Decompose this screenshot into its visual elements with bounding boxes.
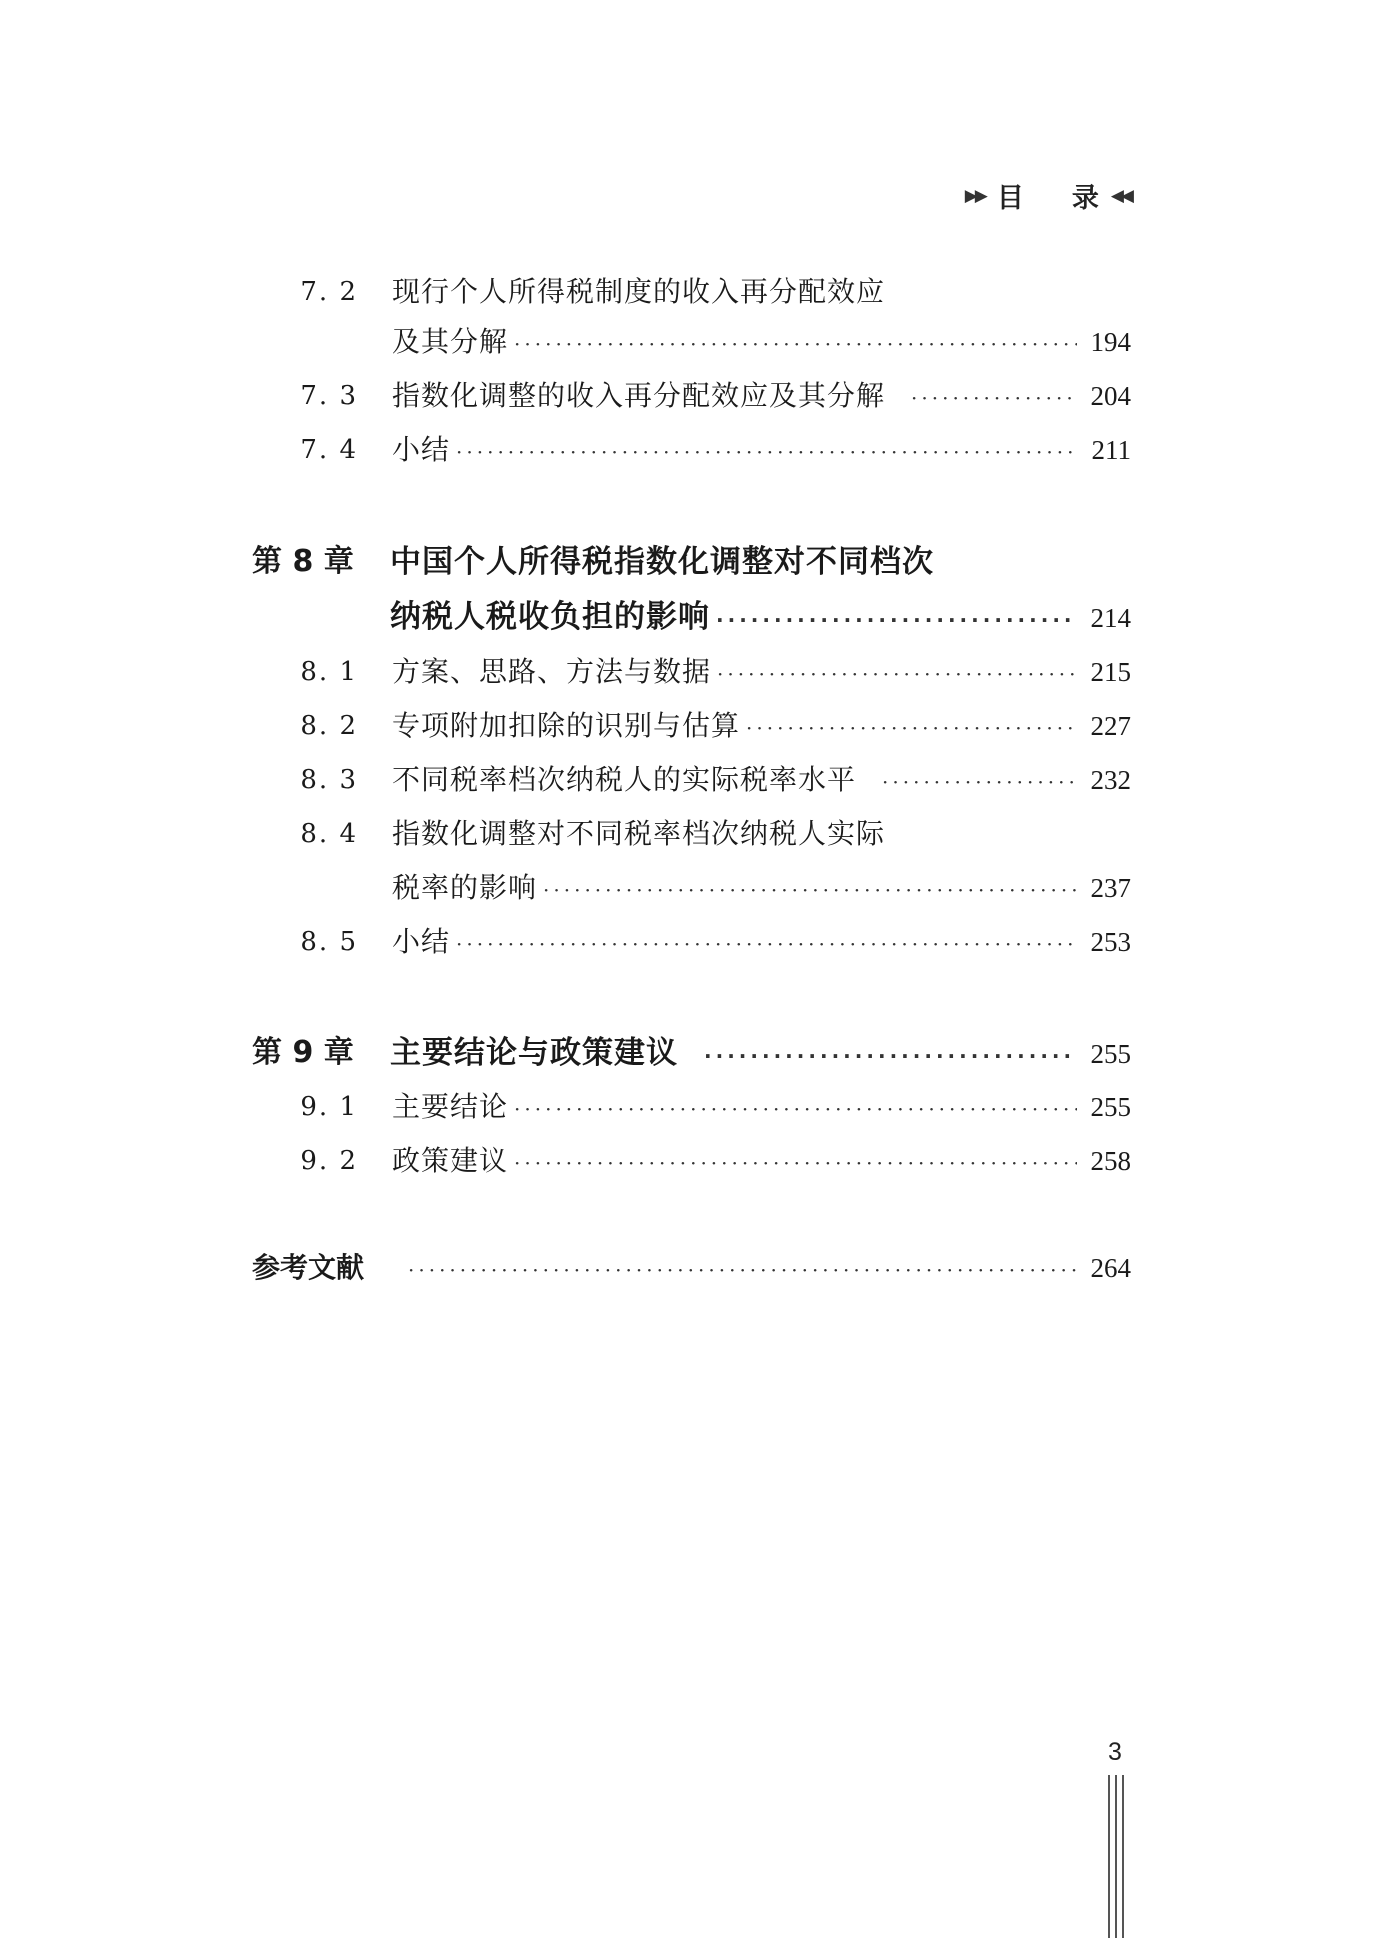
toc-entry-7-2-cont[interactable] [0, 320, 1386, 364]
references-label: 参考文献 [252, 1251, 365, 1284]
dot-leader [456, 430, 1077, 474]
section-number: 7. 4 [300, 435, 358, 465]
toc-title-line [392, 812, 1131, 856]
toc-chapter-8-cont[interactable] [0, 595, 1386, 639]
toc-title-line [392, 920, 1131, 966]
running-header-word-1: 目 [996, 183, 1024, 214]
section-number: 8. 1 [300, 657, 358, 687]
toc-entry-8-4-cont[interactable] [0, 866, 1386, 910]
thumb-line [1122, 1775, 1124, 1938]
toc-title-line [392, 758, 1131, 804]
toc-title-line [392, 650, 1131, 696]
dot-leader [746, 706, 1077, 750]
section-title: 不同税率档次纳税人的实际税率水平 [392, 763, 857, 796]
dot-leader [514, 1141, 1077, 1185]
toc-title-line [392, 704, 1131, 750]
toc-title-line [392, 866, 1131, 912]
section-title: 税率的影响 [392, 871, 538, 904]
toc-title-line [392, 320, 1131, 366]
page-number: 255 [1090, 1092, 1131, 1122]
toc-entry-9-2[interactable] [0, 1139, 1386, 1183]
page-number: 204 [1090, 381, 1131, 411]
section-title: 及其分解 [392, 325, 509, 358]
thumb-line [1108, 1775, 1110, 1938]
toc-title-line [392, 1085, 1131, 1131]
toc-title-line [392, 270, 1131, 314]
thumb-index-lines [1108, 1775, 1124, 1938]
chapter-label: 第 9 章 [252, 1035, 354, 1070]
dot-leader [882, 760, 1077, 804]
page-number: 227 [1090, 711, 1131, 741]
double-arrow-left-icon: ◀◀ [1110, 185, 1131, 206]
page-number: 237 [1090, 873, 1131, 903]
thumb-line [1115, 1775, 1117, 1938]
toc-title-line [390, 1031, 1131, 1078]
dot-leader [543, 868, 1077, 912]
toc-title-line [390, 595, 1131, 642]
double-arrow-right-icon: ▶▶ [964, 185, 985, 206]
section-title: 指数化调整对不同税率档次纳税人实际 [392, 817, 886, 850]
chapter-label: 第 8 章 [252, 544, 354, 579]
section-title: 专项附加扣除的识别与估算 [392, 709, 741, 742]
toc-title-line [390, 540, 1131, 584]
toc-entry-7-4[interactable] [0, 428, 1386, 472]
dot-leader [514, 322, 1077, 366]
chapter-title: 纳税人税收负担的影响 [390, 599, 710, 635]
toc-entry-7-2[interactable] [0, 270, 1386, 314]
page-number: 214 [1090, 603, 1131, 633]
toc-title-line [402, 1246, 1131, 1292]
chapter-title: 主要结论与政策建议 [390, 1035, 678, 1071]
page-number: 255 [1090, 1039, 1131, 1069]
section-title: 小结 [392, 433, 451, 466]
dot-leader [716, 598, 1077, 642]
chapter-title: 中国个人所得税指数化调整对不同档次 [390, 544, 934, 580]
page-number: 194 [1090, 327, 1131, 357]
page-number: 258 [1090, 1146, 1131, 1176]
dot-leader [408, 1248, 1077, 1292]
section-number: 8. 3 [300, 765, 358, 795]
toc-entry-7-3[interactable] [0, 374, 1386, 418]
toc-entry-9-1[interactable] [0, 1085, 1386, 1129]
section-number: 8. 2 [300, 711, 358, 741]
page-number: 264 [1090, 1253, 1131, 1283]
section-number: 7. 2 [300, 277, 358, 307]
section-number: 9. 2 [300, 1146, 358, 1176]
section-title: 指数化调整的收入再分配效应及其分解 [392, 379, 886, 412]
toc-title-line [392, 374, 1131, 420]
section-number: 9. 1 [300, 1092, 358, 1122]
dot-leader [717, 652, 1077, 696]
section-number: 8. 5 [300, 927, 358, 957]
toc-entry-8-1[interactable] [0, 650, 1386, 694]
toc-title-line [392, 428, 1131, 474]
toc-title-line [392, 1139, 1131, 1185]
section-title: 小结 [392, 925, 451, 958]
toc-entry-8-5[interactable] [0, 920, 1386, 964]
toc-references[interactable] [0, 1246, 1386, 1290]
dot-leader [911, 376, 1077, 420]
toc-chapter-8[interactable] [0, 540, 1386, 584]
toc-chapter-9[interactable] [0, 1031, 1386, 1075]
page-folio: 3 [1108, 1738, 1122, 1766]
section-title: 政策建议 [392, 1144, 509, 1177]
toc-entry-8-2[interactable] [0, 704, 1386, 748]
page-number: 253 [1090, 927, 1131, 957]
dot-leader [456, 922, 1077, 966]
section-title: 主要结论 [392, 1090, 509, 1123]
running-header-word-2: 录 [1071, 183, 1099, 214]
toc-entry-8-4[interactable] [0, 812, 1386, 856]
page-number: 232 [1090, 765, 1131, 795]
section-number: 7. 3 [300, 381, 358, 411]
section-title: 现行个人所得税制度的收入再分配效应 [392, 275, 886, 308]
toc-entry-8-3[interactable] [0, 758, 1386, 802]
section-title: 方案、思路、方法与数据 [392, 655, 712, 688]
dot-leader [704, 1034, 1077, 1078]
running-header [965, 176, 1131, 215]
dot-leader [514, 1087, 1077, 1131]
page-number: 211 [1091, 435, 1131, 465]
section-number: 8. 4 [300, 819, 358, 849]
page-number: 215 [1090, 657, 1131, 687]
